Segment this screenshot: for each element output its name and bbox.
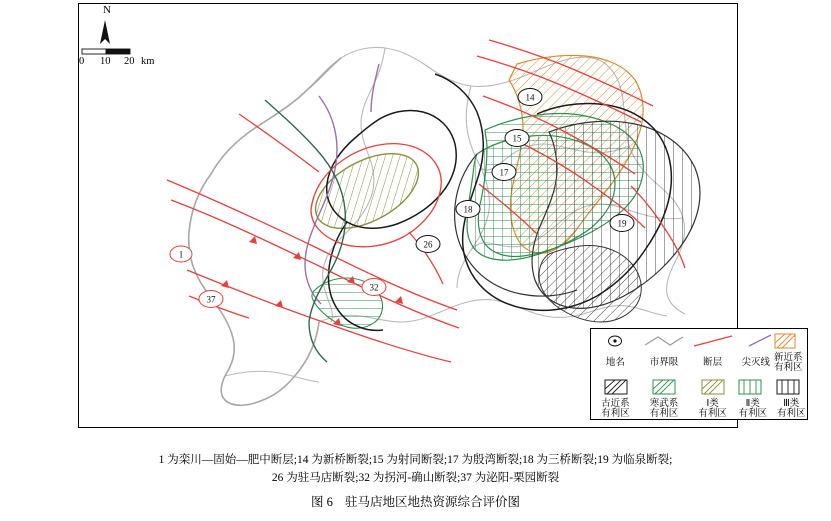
fault-label-37 xyxy=(199,291,223,308)
fault-label-32 xyxy=(362,279,386,296)
legend-label-class1 xyxy=(688,399,737,421)
legend-symbol-city-boundary xyxy=(640,329,689,353)
legend-symbol-cambrian xyxy=(640,375,689,399)
fault-label-14 xyxy=(518,89,542,106)
map-legend xyxy=(590,328,808,420)
legend-label-class2 xyxy=(738,400,767,420)
legend-label-class1-line2: 有利区 xyxy=(698,409,727,419)
fault-label-text: 26 xyxy=(423,239,433,250)
legend-symbol-class2-class3 xyxy=(737,375,807,399)
fault-label-text: 1 xyxy=(178,249,184,260)
fault-label-text: 18 xyxy=(463,204,473,215)
north-arrow xyxy=(100,20,110,44)
legend-label-neogene-line1: 新近系 xyxy=(774,353,803,364)
legend-label-place-name: 地名 xyxy=(605,358,625,369)
fault-label-text: 17 xyxy=(499,167,509,178)
scale-bar xyxy=(82,49,130,54)
fault-label-text: 32 xyxy=(369,282,379,293)
legend-label-fault: 断层 xyxy=(703,358,723,369)
scale-tick-0: 0 xyxy=(79,56,85,67)
fault-label-text: 14 xyxy=(525,92,535,103)
caption-line-1: 1 为栾川—固始—肥中断层;14 为新桥断裂;15 为射同断裂;17 为殷湾断裂;18 为三桥断裂;19 为临泉断裂; xyxy=(158,454,673,466)
fault-label-text: 19 xyxy=(617,218,627,229)
basin-boundary xyxy=(265,100,345,362)
fault-label-text: 15 xyxy=(512,133,522,144)
legend-label-class3-line2: 有利区 xyxy=(777,409,806,419)
scale-unit: km xyxy=(141,56,155,67)
legend-label-cambrian xyxy=(640,399,689,421)
legend-label-paleogene-line1: 古近系 xyxy=(601,399,630,410)
fault-label-17 xyxy=(492,164,516,181)
legend-label-neogene-line2: 有利区 xyxy=(774,363,803,373)
legend-symbol-class1 xyxy=(688,375,737,399)
figure-title xyxy=(0,492,831,510)
figure-number: 图 6 xyxy=(311,495,333,509)
fault-label-15 xyxy=(505,130,529,147)
legend-symbol-fault xyxy=(688,329,737,353)
fault-label-text: 37 xyxy=(206,294,216,305)
legend-symbol-place-name xyxy=(591,329,640,353)
scale-bar-labels xyxy=(79,56,165,69)
legend-symbol-pinchout-and-neogene xyxy=(737,329,807,353)
legend-label-paleogene-line2: 有利区 xyxy=(601,409,630,419)
scale-tick-20: 20 xyxy=(124,56,135,67)
legend-label-neogene xyxy=(774,354,803,374)
fault-label-19 xyxy=(610,215,634,232)
figure-title-text: 驻马店地区地热资源综合评价图 xyxy=(344,495,520,509)
map-frame xyxy=(78,3,806,428)
fault-label-26 xyxy=(416,236,440,253)
legend-label-class1-line1: Ⅰ类 xyxy=(706,399,719,410)
legend-label-cambrian-line2: 有利区 xyxy=(649,409,679,419)
legend-label-class2-line1: Ⅱ类 xyxy=(745,399,760,410)
figure-caption xyxy=(0,452,831,488)
legend-label-city-boundary: 市界限 xyxy=(649,358,679,369)
legend-label-class2-line2: 有利区 xyxy=(738,409,767,419)
caption-line-2: 26 为驻马店断裂;32 为拐河-确山断裂;37 为泌阳-栗园断裂 xyxy=(271,471,560,484)
legend-label-cambrian-line1: 寒武系 xyxy=(649,399,679,410)
scale-tick-10: 10 xyxy=(100,56,111,67)
legend-label-class2-class3 xyxy=(737,399,807,421)
legend-label-class3-line1: Ⅲ类 xyxy=(783,399,800,410)
legend-symbol-paleogene xyxy=(591,375,640,399)
legend-label-pinchout-neogene xyxy=(737,353,807,375)
north-arrow-label: N xyxy=(103,4,111,16)
legend-label-paleogene xyxy=(591,399,640,421)
legend-label-class3 xyxy=(777,400,806,420)
fault-label-1 xyxy=(170,246,192,262)
legend-label-pinchout: 尖灭线 xyxy=(741,358,770,369)
fault-label-18 xyxy=(456,201,480,218)
